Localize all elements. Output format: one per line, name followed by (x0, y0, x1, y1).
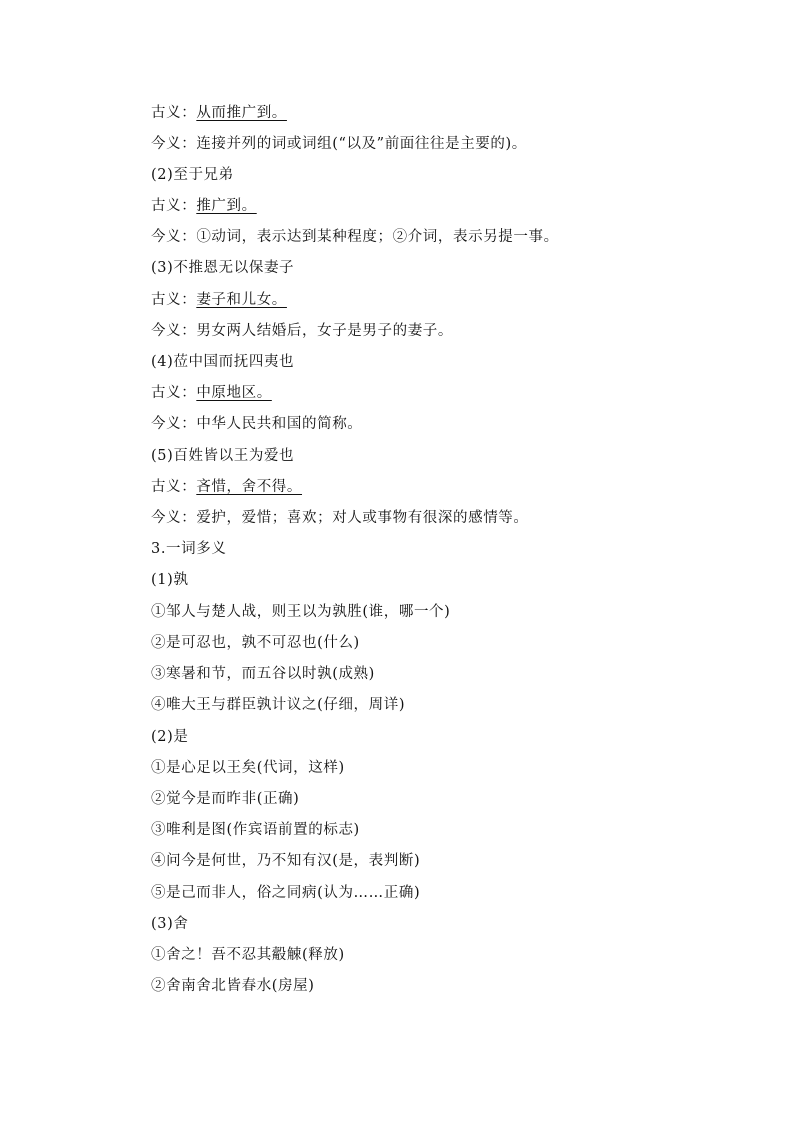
definition-line-ancient (151, 290, 301, 310)
example-line: ④问今是何世，乃不知有汉(是，表判断) (151, 853, 421, 869)
line-label: 今义： (151, 229, 197, 245)
example-line: ②是可忍也，孰不可忍也(什么) (151, 635, 360, 651)
line-label: 今义： (151, 323, 197, 339)
line-label: 今义： (151, 510, 197, 526)
definition-line-modern (151, 134, 527, 154)
example-line: ①邹人与楚人战，则王以为孰胜(谁，哪一个) (151, 604, 451, 620)
example-line: ①是心足以王矣(代词，这样) (151, 760, 345, 776)
line-label: 古义： (151, 198, 197, 214)
line-label: 古义： (151, 105, 197, 121)
definition-line-ancient (151, 103, 301, 123)
line-label: 古义： (151, 292, 197, 308)
example-line: ①舍之！吾不忍其觳觫(释放) (151, 947, 345, 963)
subheading: (3)舍 (151, 916, 189, 932)
definition-line-modern (151, 227, 559, 247)
definition-line-modern (151, 321, 453, 341)
example-line: ③寒暑和节，而五谷以时孰(成熟) (151, 666, 375, 682)
subheading: (1)孰 (151, 572, 189, 588)
subheading: (2)是 (151, 729, 189, 745)
line-text: 妻子和儿女。 (196, 292, 287, 308)
line-text: 连接并列的词或词组(“以及”前面往往是主要的)。 (196, 136, 527, 152)
subheading: (2)至于兄弟 (151, 167, 234, 183)
subheading: (5)百姓皆以王为爱也 (151, 448, 295, 464)
example-line: ②舍南舍北皆春水(房屋) (151, 978, 315, 994)
definition-line-ancient (151, 477, 316, 497)
subheading: (3)不推恩无以保妻子 (151, 260, 295, 276)
definition-line-ancient (151, 196, 271, 216)
line-text: 中原地区。 (196, 385, 272, 401)
example-line: ④唯大王与群臣孰计议之(仔细，周详) (151, 697, 406, 713)
definition-line-ancient (151, 383, 286, 403)
line-text: 推广到。 (196, 198, 257, 214)
definition-line-modern (151, 414, 362, 434)
line-label: 今义： (151, 416, 197, 432)
subheading: (4)莅中国而抚四夷也 (151, 354, 295, 370)
line-label: 今义： (151, 136, 197, 152)
line-label: 古义： (151, 385, 197, 401)
example-line: ⑤是己而非人，俗之同病(认为……正确) (151, 885, 421, 901)
line-text: 男女两人结婚后，女子是男子的妻子。 (196, 323, 454, 339)
definition-line-modern (151, 508, 529, 528)
example-line: ②觉今是而昨非(正确) (151, 791, 300, 807)
line-text: 爱护，爱惜；喜欢；对人或事物有很深的感情等。 (196, 510, 529, 526)
line-text: ①动词，表示达到某种程度；②介词，表示另提一事。 (196, 229, 559, 245)
line-text: 中华人民共和国的简称。 (196, 416, 363, 432)
example-line: ③唯利是图(作宾语前置的标志) (151, 822, 360, 838)
line-label: 古义： (151, 479, 197, 495)
line-text: 从而推广到。 (196, 105, 287, 121)
section-heading: 3.一词多义 (151, 541, 227, 557)
line-text: 吝惜，舍不得。 (196, 479, 303, 495)
